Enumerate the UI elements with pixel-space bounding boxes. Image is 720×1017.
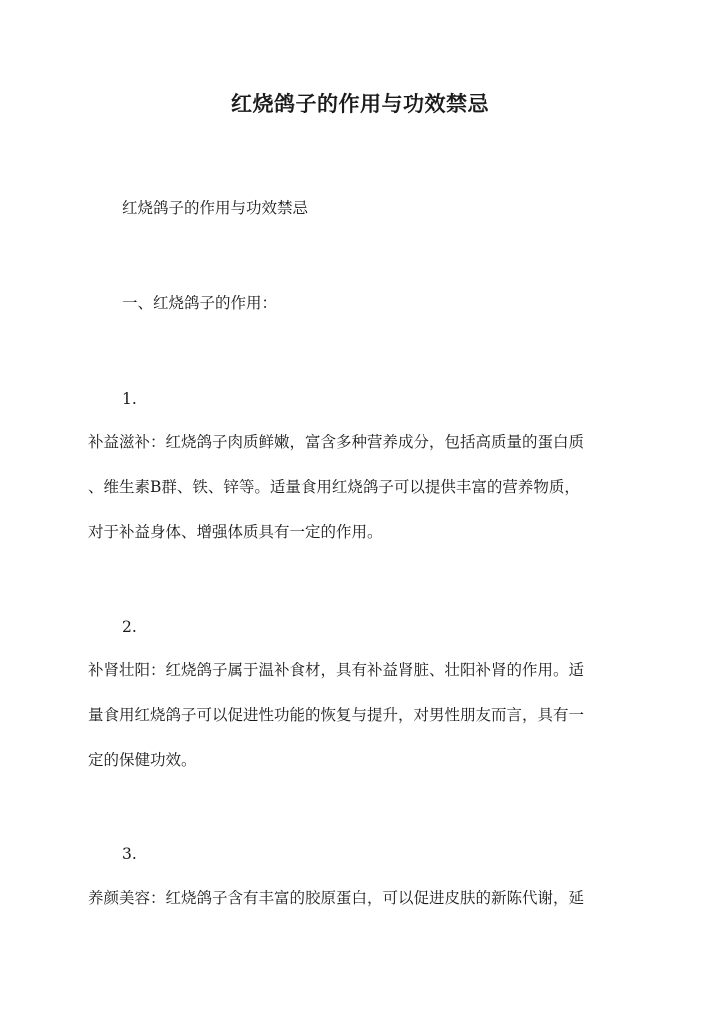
item-text-line: 补肾壮阳：红烧鸽子属于温补食材，具有补益肾脏、壮阳补肾的作用。适 (88, 661, 585, 679)
item-text-line: 养颜美容：红烧鸽子含有丰富的胶原蛋白，可以促进皮肤的新陈代谢，延 (88, 889, 585, 907)
item-text-line: 定的保健功效。 (88, 751, 197, 769)
item-text-line: 、维生素B群、铁、锌等。适量食用红烧鸽子可以提供丰富的营养物质， (88, 478, 580, 496)
item-number: 1. (122, 390, 137, 408)
item-number: 2. (122, 618, 137, 636)
item-text-line: 补益滋补：红烧鸽子肉质鲜嫩，富含多种营养成分，包括高质量的蛋白质 (88, 433, 585, 451)
document-title: 红烧鸽子的作用与功效禁忌 (231, 91, 489, 116)
item-number: 3. (122, 845, 137, 863)
section-heading: 一、红烧鸽子的作用： (122, 294, 278, 312)
item-text-line: 对于补益身体、增强体质具有一定的作用。 (88, 523, 383, 541)
item-text-line: 量食用红烧鸽子可以促进性功能的恢复与提升，对男性朋友而言，具有一 (88, 706, 585, 724)
document-subtitle: 红烧鸽子的作用与功效禁忌 (122, 199, 309, 217)
